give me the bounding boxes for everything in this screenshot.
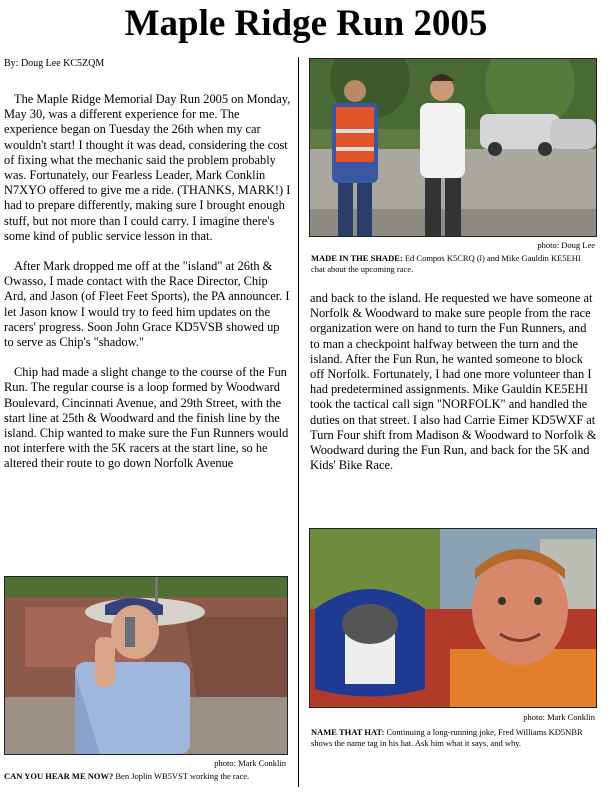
caption-phone-heading: CAN YOU HEAR ME NOW? <box>4 771 114 781</box>
caption-hat <box>311 727 596 749</box>
left-column <box>4 92 292 487</box>
byline: By: Doug Lee KC5ZQM <box>4 58 105 69</box>
photo-made-in-the-shade <box>309 58 597 237</box>
column-divider <box>298 57 299 787</box>
caption-hat-heading: NAME THAT HAT: <box>311 727 385 737</box>
caption-shade <box>311 253 596 275</box>
photo-credit-phone: photo: Mark Conklin <box>214 758 286 768</box>
caption-phone <box>4 771 294 782</box>
caption-shade-text: Ed Compos K5CRQ (l) and Mike Gauldin KE5EHI chat about the upcoming race. <box>311 253 581 274</box>
right-column <box>310 291 598 488</box>
caption-phone-text: Ben Joplin WB5VST working the race. <box>113 771 250 781</box>
photo-can-you-hear-me-now <box>4 576 288 755</box>
photo-name-that-hat <box>309 528 597 708</box>
caption-hat-text: Continuing a long-running joke, Fred Williams KD5NBR shows the name tag in his hat. Ask him what it says, and why. <box>311 727 583 748</box>
page-title: Maple Ridge Run 2005 <box>124 3 488 44</box>
paragraph-3: Chip had made a slight change to the course of the Fun Run. The regular course is a loop formed by Woodward Boulevard, Cincinnati Avenue, and 29th Street, with the start line at 25th & Woodward and the finish line by the island. Chip wanted to make sure the Fun Runners would not interfere with the 5K racers at the start line, so he altered their route to go down Norfolk Avenue <box>4 365 289 471</box>
paragraph-2: After Mark dropped me off at the "island" at 26th & Owasso, I made contact with the Race Director, Chip Ard, and Jason (of Fleet Feet Sports), the PA announcer. I let Jason know I would try to feed him updates on the racers' progress. Soon John Grace KD5VSB showed up to serve as Chip's "shadow." <box>4 259 290 350</box>
paragraph-4: and back to the island. He requested we have someone at Norfolk & Woodward to make sure people from the race organization were on hand to turn the Fun Runners, and to man a checkpoint halfway between the turn and the island. After the Fun Run, he wanted someone to block off Norfolk. Fortunately, I had one more volunteer than I had predetermined assignments. Mike Gauldin KE5EHI took the tactical call sign "NORFOLK" and handled the duties on that street. I also had Carrie Eimer KD5WXF at Turn Four shift from Madison & Woodward to Norfolk & Woodward during the Fun Run, and back for the 5K and Kids' Bike Race. <box>310 291 597 473</box>
photo-credit-hat: photo: Mark Conklin <box>523 712 595 722</box>
photo-credit-shade: photo: Doug Lee <box>537 240 595 250</box>
caption-shade-heading: MADE IN THE SHADE: <box>311 253 403 263</box>
paragraph-1: The Maple Ridge Memorial Day Run 2005 on Monday, May 30, was a different experience for me. The experience began on Tuesday the 26th when my car wouldn't start! I thought it was dead, considering the cost of fixing what the mechanic said the problem probably was. Fortunately, our Fearless Leader, Mark Conklin N7XYO offered to give me a ride. (THANKS, MARK!) I had to prepare differently, making sure I brought enough stuff, but not more than I could carry. I imagine there's some kind of public service lesson in that. <box>4 92 291 243</box>
